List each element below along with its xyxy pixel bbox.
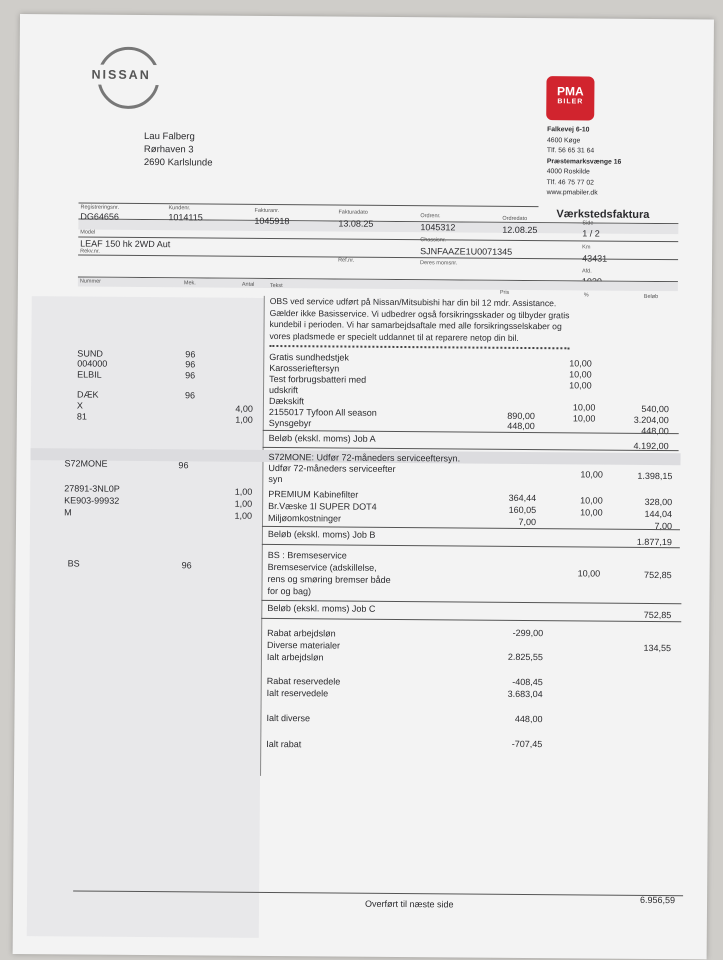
invoice-date: 13.08.25 [338, 218, 374, 229]
dealer-address: Falkevej 6-10 4600 Køge Tlf. 56 65 31 64 Præstemarksvænge 16 4000 Roskilde Tlf. 46 75 77 02 www.pmabiler.dk [546, 126, 622, 197]
table-row-nr: 27891-3NL0P [64, 483, 120, 494]
summary: Rabat arbejdsløn -299,00 Diverse materialer 134,55 Ialt arbejdsløn 2.825,55 Rabat reservedele -408,45 Ialt reservedele 3.683,04 Ialt diverse 448,00 Ialt rabat -707,45 [266, 627, 672, 750]
table-row-text: BS : Bremseservice [267, 549, 347, 561]
km-reading: 43431 [582, 253, 608, 264]
table-row-nr: DÆK [76, 389, 99, 400]
job-a-total-label: Beløb (ekskl. moms) Job A [268, 432, 376, 444]
table-row-pct: 10,00 [569, 369, 592, 380]
table-row-pct: 10,00 [572, 413, 596, 424]
table-row-mek: 96 [181, 560, 192, 571]
page-number: 1 / 2 [582, 228, 600, 239]
reg-number: DG64656 [80, 211, 119, 222]
job-a-total: 4.192,00 [633, 440, 669, 452]
table-row-pct: 10,00 [569, 358, 592, 369]
customer-address: Lau Falberg Rørhaven 3 2690 Karlslunde [143, 130, 213, 169]
car-model: LEAF 150 hk 2WD Aut [80, 238, 171, 250]
notice-text: OBS ved service udført på Nissan/Mitsubishi har din bil 12 mdr. Assistance. Gælder ikke Basisservice. Vi udbedrer også forsikringsskader og tilbyder gratis kundebil i perioden. Vi har samarbejdsaftale med alle forsikringsselskaber og vores pladsmede er specielt uddannet til at reparere netop din bil. [269, 295, 570, 343]
customer-number: 1014115 [168, 212, 203, 223]
table-row-nr: BS [67, 558, 80, 569]
table-row-price: 448,00 [507, 420, 535, 432]
table-row-text: for og bag) [267, 585, 312, 597]
table-row-mek: 96 [185, 359, 196, 370]
table-row-text: Udfør 72-måneders serviceefter [268, 462, 396, 474]
table-row-nr: SUND [77, 348, 103, 359]
document-title: Værkstedsfaktura [556, 208, 650, 221]
table-row-nr: 004000 [77, 358, 108, 369]
invoice-sheet: NISSAN PMA BILER Falkevej 6-10 4600 Køge Tlf. 56 65 31 64 Præstemarksvænge 16 4000 Roskilde Tlf. 46 75 77 02 www.pmabiler.dk Lau Falberg Rørhaven 3 2690 Karlslunde Værkstedsfaktura Registreringsnr. DG64656 Kundenr. 1014115 Fakturanr. 1045918 Fakturadato 13.08.25 Ordrenr. 1045312 Ordredato 12.08.25 Side 1 / 2 Model LEAF 150 hk 2WD Aut Chassisnr. SJNFAAZE1U0071345 Km 43431 Rekv.nr. Ref.nr. Deres momsnr. Afd. Nummer Mek. Antal Tekst Pris % Beløb OBS ved service udført på Nissan/Mitsubishi har din bil 12 mdr. Assistance. Gælder ikke Basisservice. Vi udbedrer også forsikringsskader og tilbyder gratis kundebil i perioden. Vi har samarbejdsaftale med alle forsikringsselskaber og vores pladsmede er specielt uddannet til at reparere netop din bil. SUND 96 Gratis sundhedstjek 10,00 004000 96 Karosserieftersyn 10,00 ELBIL 96 Test forbrugsbatteri med 10,00 udskrift DÆK 96 Dækskift 10,00 540,00 X 4,00 2155017 Tyfoon All season 890,00 10,00 3.204,00 81 1,00 Synsgebyr 448,00 448,00 Beløb (ekskl. moms) Job A 4.192,00 S72MONE: Udfør 72-måneders serviceeftersyn. S72MONE 96 Udfør 72-måneders serviceefter 10,00 1.398,15 syn 27891-3NL0P 1,00 PREMIUM Kabinefilter 364,44 10,00 328,00 KE903-99932 1,00 Br.Væske 1l SUPER DOT4 160,05 10,00 144,04 M 1,00 Miljøomkostninger 7,00 7,00 Beløb (ekskl. moms) Job B 1.877,19 BS : Bremseservice BS 96 Bremseservice (adskillelse, 10,00 752,85 rens og smøring bremser både for og bag) Beløb (ekskl. moms) Job C 752,85 Rabat arbejdsløn -299,00 Diverse materialer 134,55 Ialt arbejdsløn 2.825,55 Rabat reservedele -408,45 Ialt reservedele 3.683,04 Ialt diverse 448,00 Ialt rabat -707,45 Overført til næste side 6.956,59 [13, 14, 714, 959]
table-row-price: 364,44 [508, 492, 537, 504]
table-row-amount: 752,85 [644, 569, 672, 581]
table-row-price: 890,00 [507, 410, 535, 422]
table-row-mek: 96 [178, 460, 189, 471]
job-c-total-label: Beløb (ekskl. moms) Job C [267, 602, 376, 614]
carried-forward-total: 6.956,59 [639, 894, 676, 906]
table-row-nr: KE903-99932 [64, 495, 120, 506]
table-row-mek: 96 [184, 390, 196, 401]
table-row-nr: 81 [76, 411, 87, 422]
chassis-number: SJNFAAZE1U0071345 [420, 246, 513, 257]
nissan-wordmark: NISSAN [91, 67, 151, 83]
table-row-amount: 7,00 [654, 520, 673, 532]
table-row-amount: 3.204,00 [633, 414, 669, 426]
invoice-number: 1045918 [254, 215, 290, 227]
table-row-nr: S72MONE [64, 458, 108, 469]
table-row-text: Test forbrugsbatteri med [269, 373, 367, 385]
table-row-qty: 1,00 [234, 486, 253, 497]
table-row-qty: 1,00 [234, 510, 253, 521]
table-row-pct: 10,00 [580, 507, 603, 518]
table-row-qty: 4,00 [235, 403, 253, 414]
job-b-total: 1.877,19 [636, 536, 672, 548]
table-row-nr: X [76, 400, 83, 411]
table-row-pct: 10,00 [577, 568, 601, 579]
table-row-text: syn [268, 473, 283, 485]
pma-logo: PMA BILER [546, 76, 594, 120]
table-row-text: Br.Væske 1l SUPER DOT4 [268, 500, 377, 512]
table-row-text: Gratis sundhedstjek [269, 351, 349, 363]
table-row-text: udskrift [269, 384, 299, 396]
job-c-total: 752,85 [643, 609, 672, 621]
table-row-text: 2155017 Tyfoon All season [268, 406, 377, 418]
order-date: 12.08.25 [502, 224, 538, 236]
job-b-total-label: Beløb (ekskl. moms) Job B [267, 528, 376, 540]
table-row-pct: 10,00 [569, 380, 592, 391]
carried-forward-label: Overført til næste side [364, 898, 454, 910]
table-row-text: rens og smøring bremser både [267, 573, 391, 585]
table-row-text: Bremseservice (adskillelse, [267, 561, 377, 573]
table-row-price: 7,00 [518, 516, 537, 528]
table-row-text: PREMIUM Kabinefilter [268, 488, 359, 500]
table-row-pct: 10,00 [580, 495, 603, 506]
table-row-text: S72MONE: Udfør 72-måneders serviceeftersyn. [268, 451, 461, 464]
table-row-text: Karosserieftersyn [269, 362, 340, 374]
table-row-amount: 1.398,15 [637, 470, 673, 482]
table-row-pct: 10,00 [572, 402, 596, 413]
table-row-qty: 1,00 [235, 414, 253, 425]
table-row-text: Dækskift [268, 395, 305, 407]
table-row-pct: 10,00 [580, 469, 603, 480]
table-row-nr: M [64, 507, 72, 518]
table-row-mek: 96 [185, 370, 196, 381]
table-row-amount: 328,00 [644, 496, 673, 508]
table-row-nr: ELBIL [77, 369, 102, 380]
table-row-amount: 144,04 [644, 508, 673, 520]
table-row-qty: 1,00 [234, 498, 253, 509]
table-row-price: 160,05 [508, 504, 537, 516]
table-row-text: Synsgebyr [268, 417, 312, 429]
order-number: 1045312 [420, 222, 456, 233]
table-row-amount: 540,00 [641, 403, 669, 415]
table-row-amount: 448,00 [641, 425, 669, 437]
table-row-mek: 96 [185, 349, 196, 360]
table-row-text: Miljøomkostninger [268, 512, 342, 524]
